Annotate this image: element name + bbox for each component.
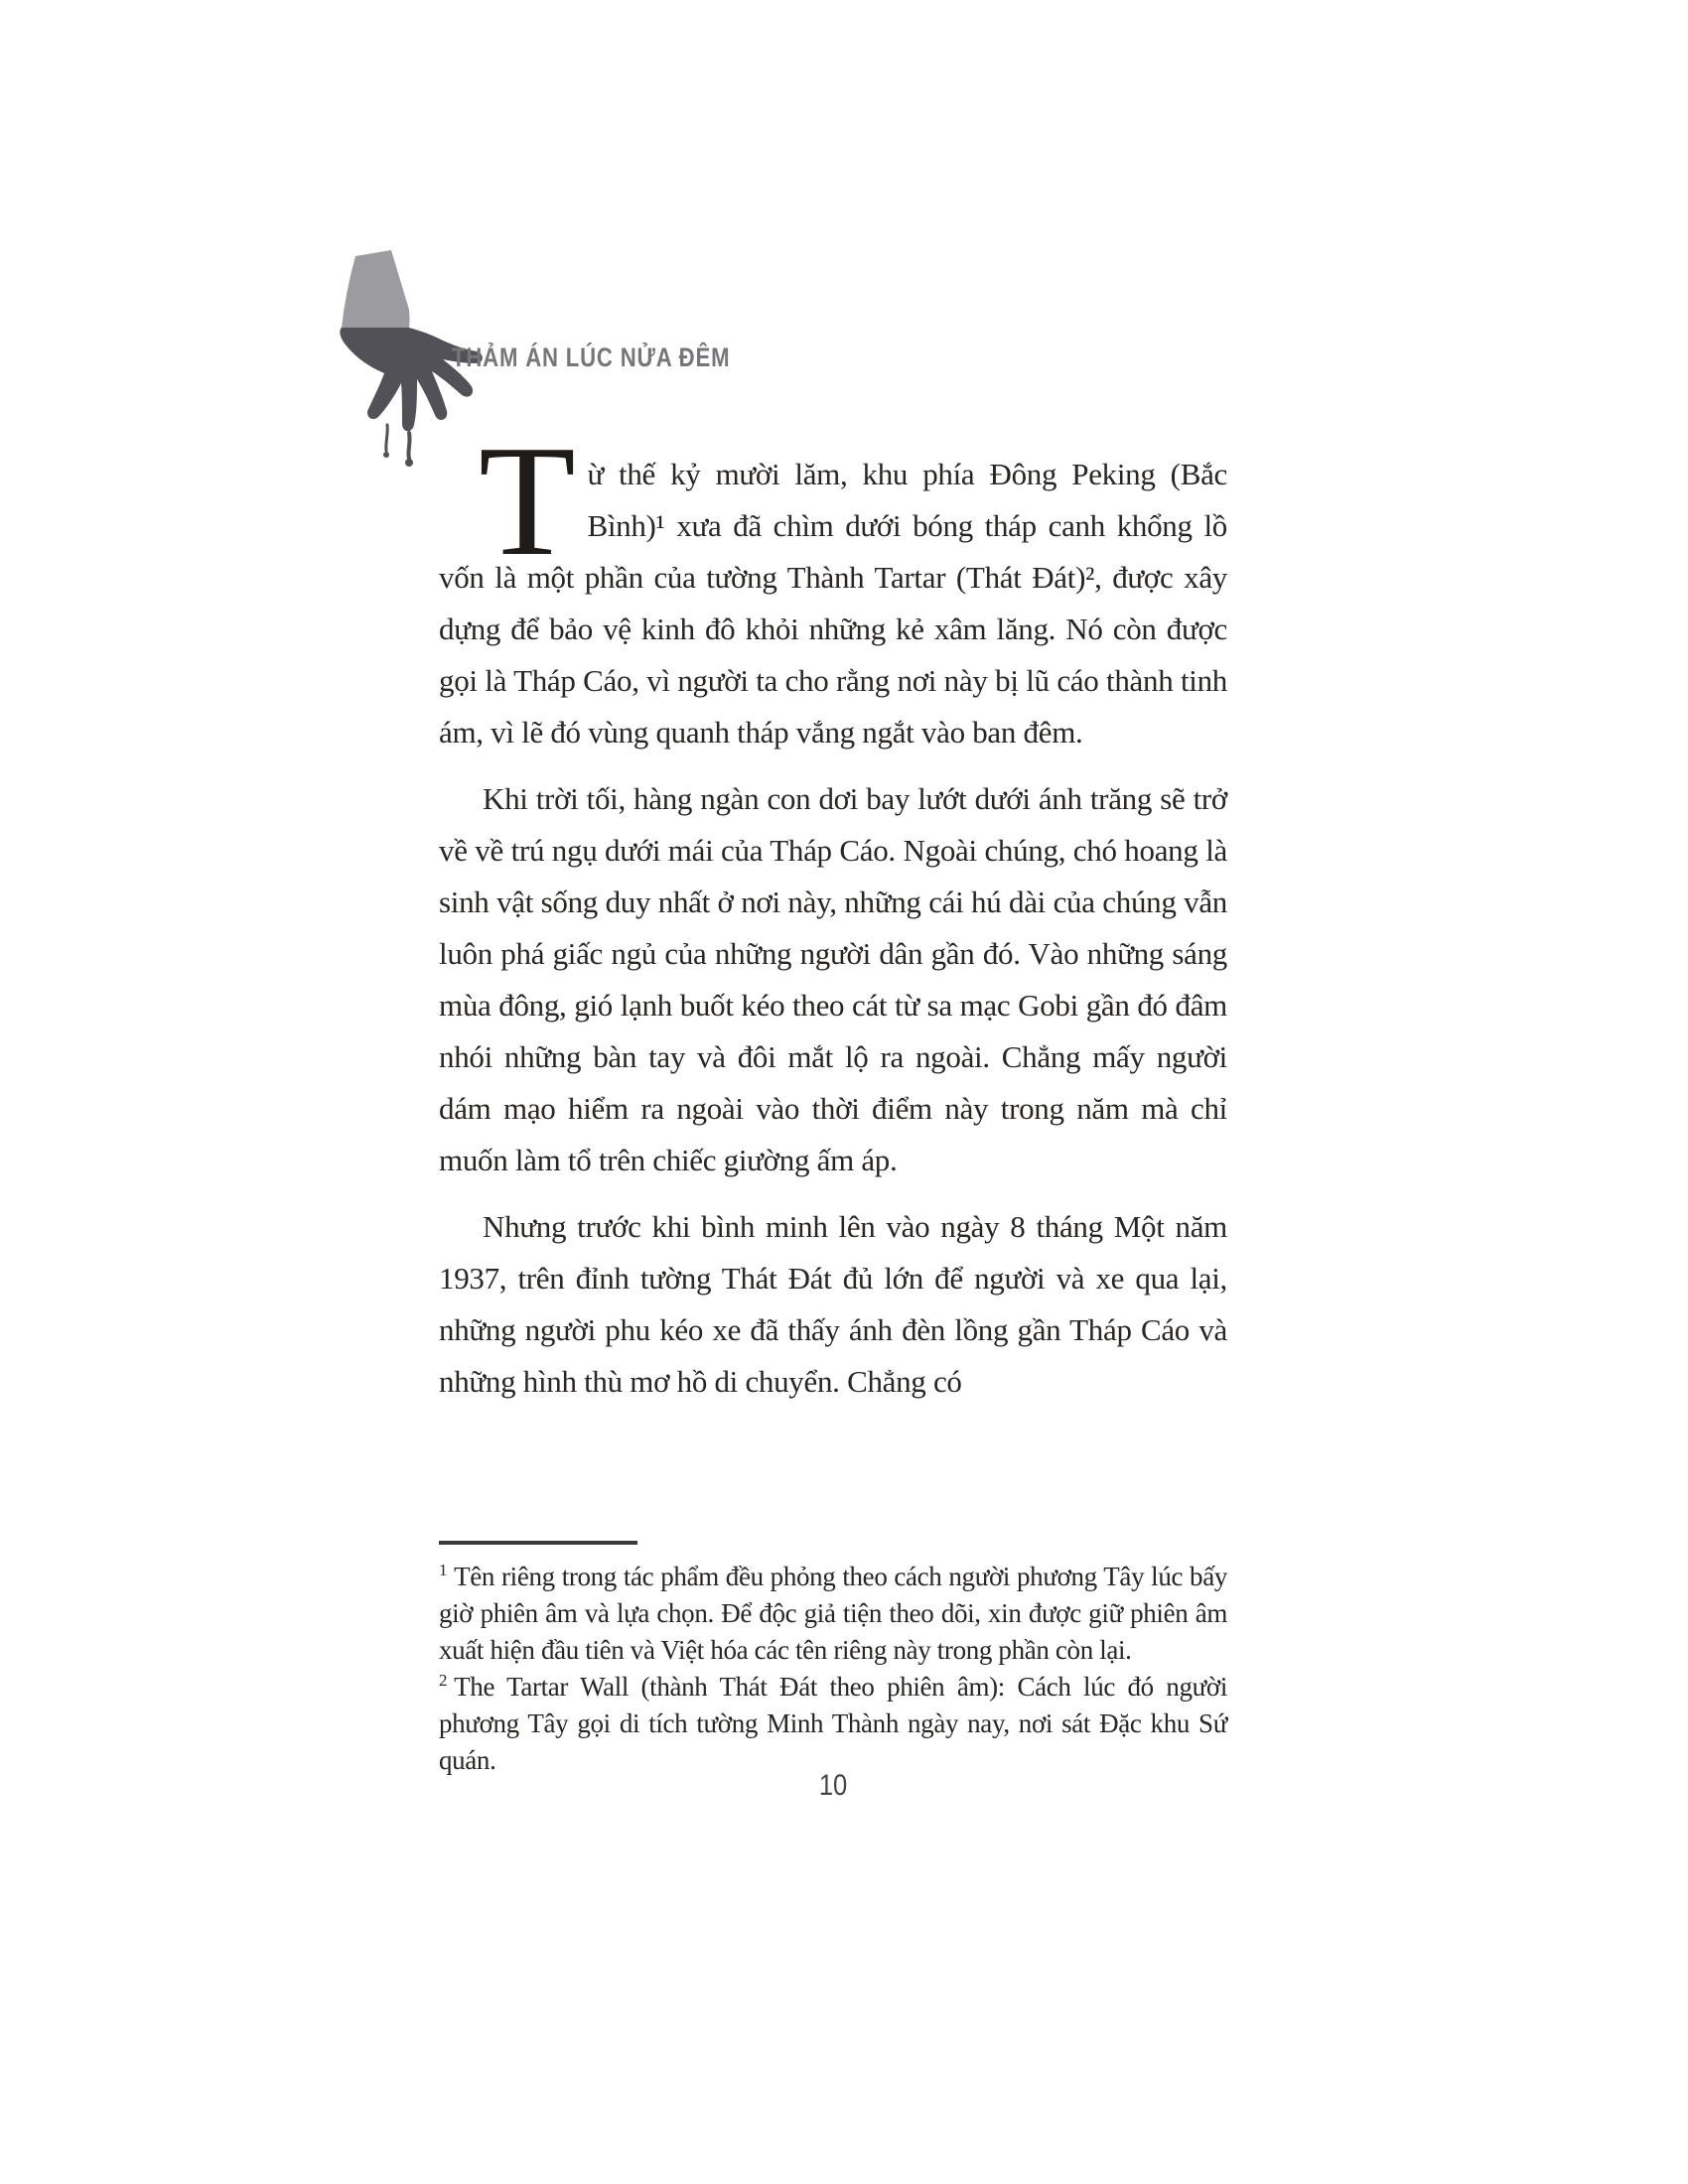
running-header-title: THẢM ÁN LÚC NỬA ĐÊM bbox=[452, 342, 731, 372]
footnote-1-text: Tên riêng trong tác phẩm đều phỏng theo cách người phương Tây lúc bấy giờ phiên âm và lựa chọn. Để độc giả tiện theo dõi, xin được giữ phiên âm xuất hiện đầu tiên và Việt hóa các tên riêng này trong phần còn lại. bbox=[439, 1562, 1227, 1665]
paragraph-2: Khi trời tối, hàng ngàn con dơi bay lướt dưới ánh trăng sẽ trở về về trú ngụ dưới mái của Tháp Cáo. Ngoài chúng, chó hoang là sinh vật sống duy nhất ở nơi này, những cái hú dài của chúng vẫn luôn phá giấc ngủ của những người dân gần đó. Vào những sáng mùa đông, gió lạnh buốt kéo theo cát từ sa mạc Gobi gần đó đâm nhói những bàn tay và đôi mắt lộ ra ngoài. Chẳng mấy người dám mạo hiểm ra ngoài vào thời điểm này trong năm mà chỉ muốn làm tổ trên chiếc giường ấm áp. bbox=[439, 781, 1227, 1177]
drop-cap: T bbox=[479, 412, 576, 589]
page-number: 10 bbox=[818, 1769, 848, 1802]
footnotes-section bbox=[439, 1541, 1227, 1779]
footnote-1 bbox=[439, 1559, 1227, 1669]
body-text-column bbox=[439, 412, 1227, 1423]
footnote-2-text: The Tartar Wall (thành Thát Đát theo phiên âm): Cách lúc đó người phương Tây gọi di tích tường Minh Thành ngày nay, nơi sát Đặc khu Sứ quán. bbox=[439, 1672, 1227, 1775]
paragraph-3: Nhưng trước khi bình minh lên vào ngày 8 tháng Một năm 1937, trên đỉnh tường Thát Đát đủ lớn để người và xe qua lại, những người phu kéo xe đã thấy ánh đèn lồng gần Tháp Cáo và những hình thù mơ hồ di chuyển. Chẳng có bbox=[439, 1209, 1227, 1399]
footnote-2 bbox=[439, 1669, 1227, 1779]
footnote-2-marker: 2 bbox=[439, 1671, 448, 1690]
paragraph-1-text: ừ thế kỷ mười lăm, khu phía Đông Peking (Bắc Bình)¹ xưa đã chìm dưới bóng tháp canh khổng lồ vốn là một phần của tường Thành Tartar (Thát Đát)², được xây dựng để bảo vệ kinh đô khỏi những kẻ xâm lăng. Nó còn được gọi là Tháp Cáo, vì người ta cho rằng nơi này bị lũ cáo thành tinh ám, vì lẽ đó vùng quanh tháp vắng ngắt vào ban đêm. bbox=[439, 457, 1227, 750]
paragraph-1 bbox=[439, 412, 1227, 758]
footnote-separator-rule bbox=[439, 1541, 637, 1545]
footnote-1-marker: 1 bbox=[439, 1561, 448, 1579]
